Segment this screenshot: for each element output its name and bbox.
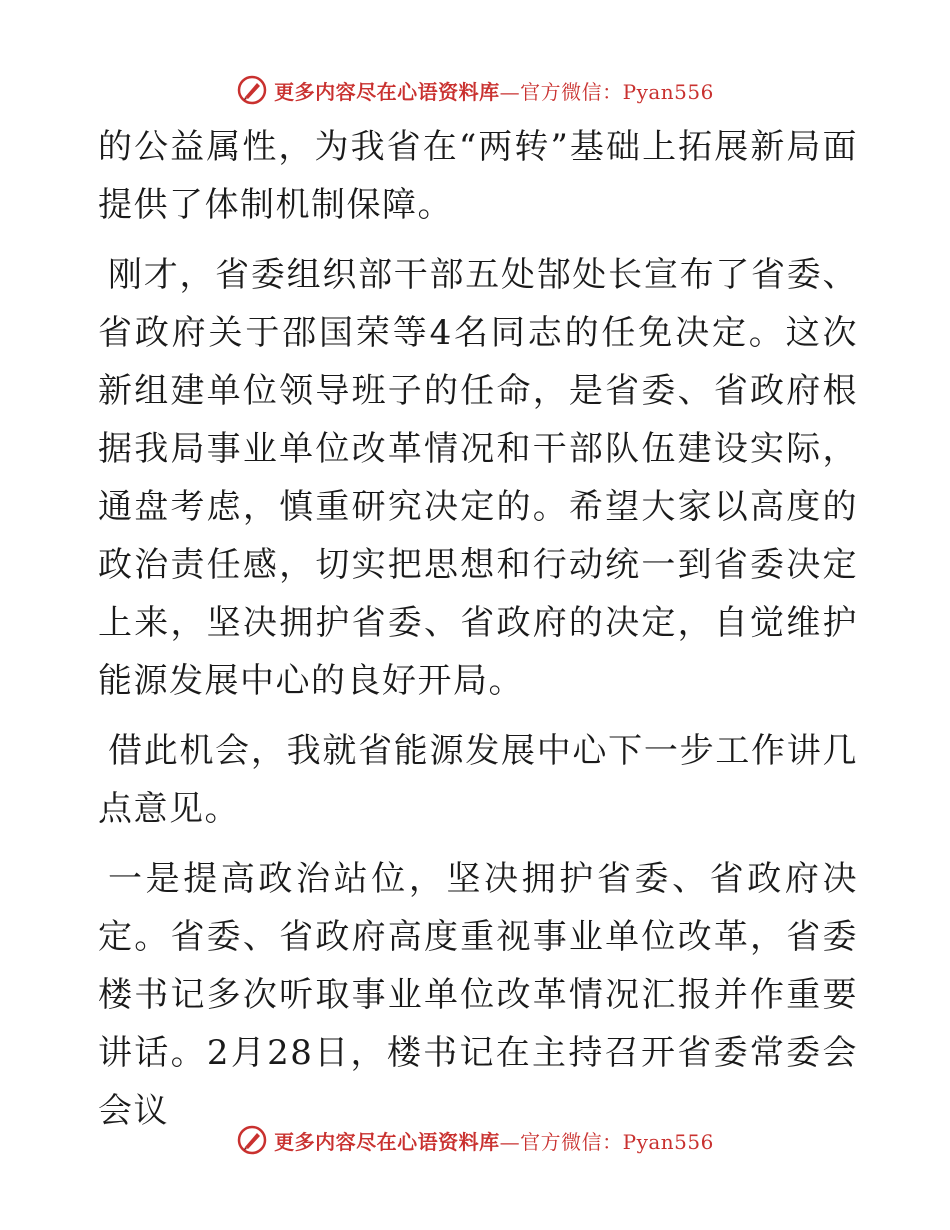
watermark-separator: — [499, 79, 521, 104]
watermark-brand: 更多内容尽在心语资料库 [274, 1129, 500, 1154]
watermark-wechat-label: 官方微信： [520, 1129, 623, 1154]
header-watermark [0, 70, 950, 110]
watermark-wechat-id: Pyan556 [622, 79, 714, 104]
pen-logo-icon [236, 74, 268, 106]
watermark-brand: 更多内容尽在心语资料库 [274, 79, 500, 104]
watermark-separator: — [499, 1129, 521, 1154]
watermark-text [274, 76, 714, 105]
pen-logo-icon [236, 1124, 268, 1156]
watermark-wechat-label: 官方微信： [520, 79, 623, 104]
footer-watermark [0, 1120, 950, 1160]
document-body [98, 118, 858, 1152]
paragraph-2: 刚才，省委组织部干部五处郜处长宣布了省委、省政府关于邵国荣等4名同志的任免决定。这次新组建单位领导班子的任命，是省委、省政府根据我局事业单位改革情况和干部队伍建设实际，通盘考虑，慎重研究决定的。希望大家以高度的政治责任感，切实把思想和行动统一到省委决定上来，坚决拥护省委、省政府的决定，自觉维护能源发展中心的良好开局。 [98, 255, 858, 701]
watermark-wechat-id: Pyan556 [622, 1129, 714, 1154]
paragraph-4: 一是提高政治站位，坚决拥护省委、省政府决定。省委、省政府高度重视事业单位改革，省委楼书记多次听取事业单位改革情况汇报并作重要讲话。2月28日，楼书记在主持召开省委常委会会议 [98, 859, 858, 1131]
paragraph-1: 的公益属性，为我省在“两转”基础上拓展新局面提供了体制机制保障。 [98, 127, 858, 225]
watermark-text [274, 1126, 714, 1155]
paragraph-3: 借此机会，我就省能源发展中心下一步工作讲几点意见。 [98, 731, 858, 829]
